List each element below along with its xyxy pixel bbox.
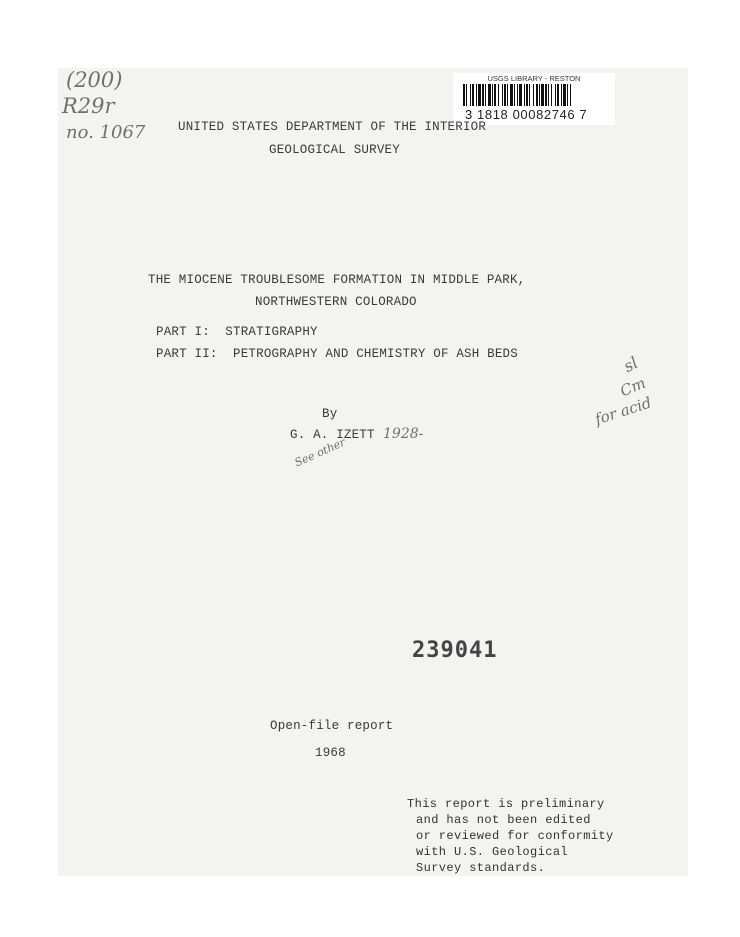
barcode-bar <box>494 84 496 106</box>
barcode-bar <box>485 84 486 106</box>
barcode-bar <box>498 84 499 106</box>
handwritten-birth-year: 1928- <box>383 426 424 442</box>
by-label: By <box>322 407 338 421</box>
disclaimer-line5: Survey standards. <box>416 861 546 875</box>
handwritten-call-line3: no. 1067 <box>66 122 146 143</box>
author-name: G. A. IZETT <box>290 428 375 442</box>
department-heading: UNITED STATES DEPARTMENT OF THE INTERIOR <box>178 120 487 134</box>
report-year: 1968 <box>315 746 346 760</box>
barcode-bar <box>463 84 465 106</box>
handwritten-margin-line3: for acid <box>592 393 654 429</box>
barcode-bar <box>557 84 559 106</box>
barcode-bar <box>541 84 544 106</box>
disclaimer-line2: and has not been edited <box>416 813 591 827</box>
barcode-bar <box>476 84 477 106</box>
barcode-bar <box>504 84 506 106</box>
barcode-bar <box>555 84 556 106</box>
handwritten-call-line1: (200) <box>66 68 123 92</box>
barcode-bar <box>524 84 525 106</box>
report-type: Open-file report <box>270 719 394 733</box>
handwritten-call-line2: R29r <box>62 94 115 118</box>
library-label: USGS LIBRARY - RESTON <box>487 74 581 83</box>
document-page <box>58 68 688 876</box>
handwritten-margin-line2: Cm <box>617 373 649 401</box>
disclaimer-line3: or reviewed for conformity <box>416 829 614 843</box>
barcode-bar <box>519 84 522 106</box>
barcode-bar <box>561 84 562 106</box>
barcode-bar <box>545 84 547 106</box>
barcode-bar <box>492 84 493 106</box>
barcode-bar <box>514 84 515 106</box>
survey-heading: GEOLOGICAL SURVEY <box>269 143 400 157</box>
barcode-bar <box>551 84 552 106</box>
barcode-bar <box>466 84 467 106</box>
accession-stamp: 239041 <box>412 638 498 663</box>
disclaimer-line4: with U.S. Geological <box>416 845 569 859</box>
title-line1: THE MIOCENE TROUBLESOME FORMATION IN MIDDLE PARK, <box>148 273 526 287</box>
barcode-bar <box>539 84 540 106</box>
part-two: PART II: PETROGRAPHY AND CHEMISTRY OF ASH BEDS <box>156 347 518 361</box>
barcode-bar <box>548 84 549 106</box>
barcode-bar <box>482 84 484 106</box>
title-line2: NORTHWESTERN COLORADO <box>255 295 417 309</box>
barcode-bar <box>533 84 534 106</box>
barcode-bar <box>563 84 566 106</box>
barcode-bar <box>536 84 538 106</box>
barcode-bar <box>478 84 481 106</box>
barcode-bar <box>517 84 518 106</box>
barcode-number: 3 1818 00082746 7 <box>465 107 588 122</box>
barcode-bar <box>472 84 474 106</box>
barcode-bar <box>526 84 528 106</box>
barcode-bar <box>507 84 508 106</box>
handwritten-author-note: See other <box>292 435 348 470</box>
barcode-bar <box>488 84 491 106</box>
disclaimer-line1: This report is preliminary <box>407 797 605 811</box>
barcode-icon <box>463 84 605 106</box>
handwritten-margin-line1: sl <box>620 352 642 377</box>
barcode-bar <box>570 84 571 106</box>
barcode-bar <box>502 84 503 106</box>
barcode-bar <box>510 84 513 106</box>
library-barcode-label <box>453 73 615 125</box>
barcode-bar <box>529 84 530 106</box>
barcode-bar <box>567 84 568 106</box>
part-one: PART I: STRATIGRAPHY <box>156 325 318 339</box>
barcode-bar <box>470 84 471 106</box>
